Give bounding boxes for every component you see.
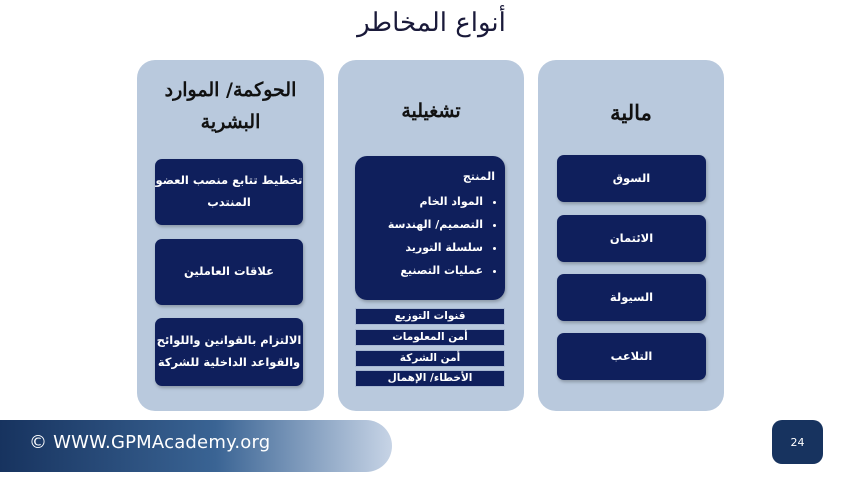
page-number: 24 xyxy=(772,420,823,464)
financial-item-liquidity: السيولة xyxy=(557,274,706,321)
product-bullet: • التصميم/ الهندسة xyxy=(388,219,483,231)
product-box xyxy=(355,156,505,300)
slide-title: أنواع المخاطر xyxy=(357,8,506,38)
product-bullet: • المواد الخام xyxy=(388,196,483,208)
operational-strip-distribution: قنوات التوزيع xyxy=(355,308,505,325)
footer-url-text: WWW.GPMAcademy.org xyxy=(53,432,271,453)
financial-item-market: السوق xyxy=(557,155,706,202)
governance-heading: الحوكمة/ الموارد البشرية xyxy=(164,79,297,134)
operational-heading: تشغيلية xyxy=(401,100,461,122)
operational-strip-info-security: أمن المعلومات xyxy=(355,329,505,346)
financial-heading: مالية xyxy=(610,100,652,125)
footer-url[interactable] xyxy=(29,432,270,453)
financial-item-credit: الائتمان xyxy=(557,215,706,262)
product-bullet: • عمليات التصنيع xyxy=(388,265,483,277)
copyright-icon: © xyxy=(29,432,48,453)
product-heading: المنتج xyxy=(462,170,495,183)
product-bullet: • سلسلة التوريد xyxy=(388,242,483,254)
operational-strip-errors: الأخطاء/ الإهمال xyxy=(355,370,505,387)
financial-item-manipulation: التلاعب xyxy=(557,333,706,380)
governance-item-compliance: الالتزام بالقوانين واللوائح والقواعد الداخلية للشركة xyxy=(155,318,303,386)
governance-item-employee-relations: علاقات العاملين xyxy=(155,239,303,305)
governance-item-succession: تخطيط تتابع منصب العضو المنتدب xyxy=(155,159,303,225)
product-bullets xyxy=(388,196,499,288)
operational-strip-corporate-security: أمن الشركة xyxy=(355,350,505,367)
